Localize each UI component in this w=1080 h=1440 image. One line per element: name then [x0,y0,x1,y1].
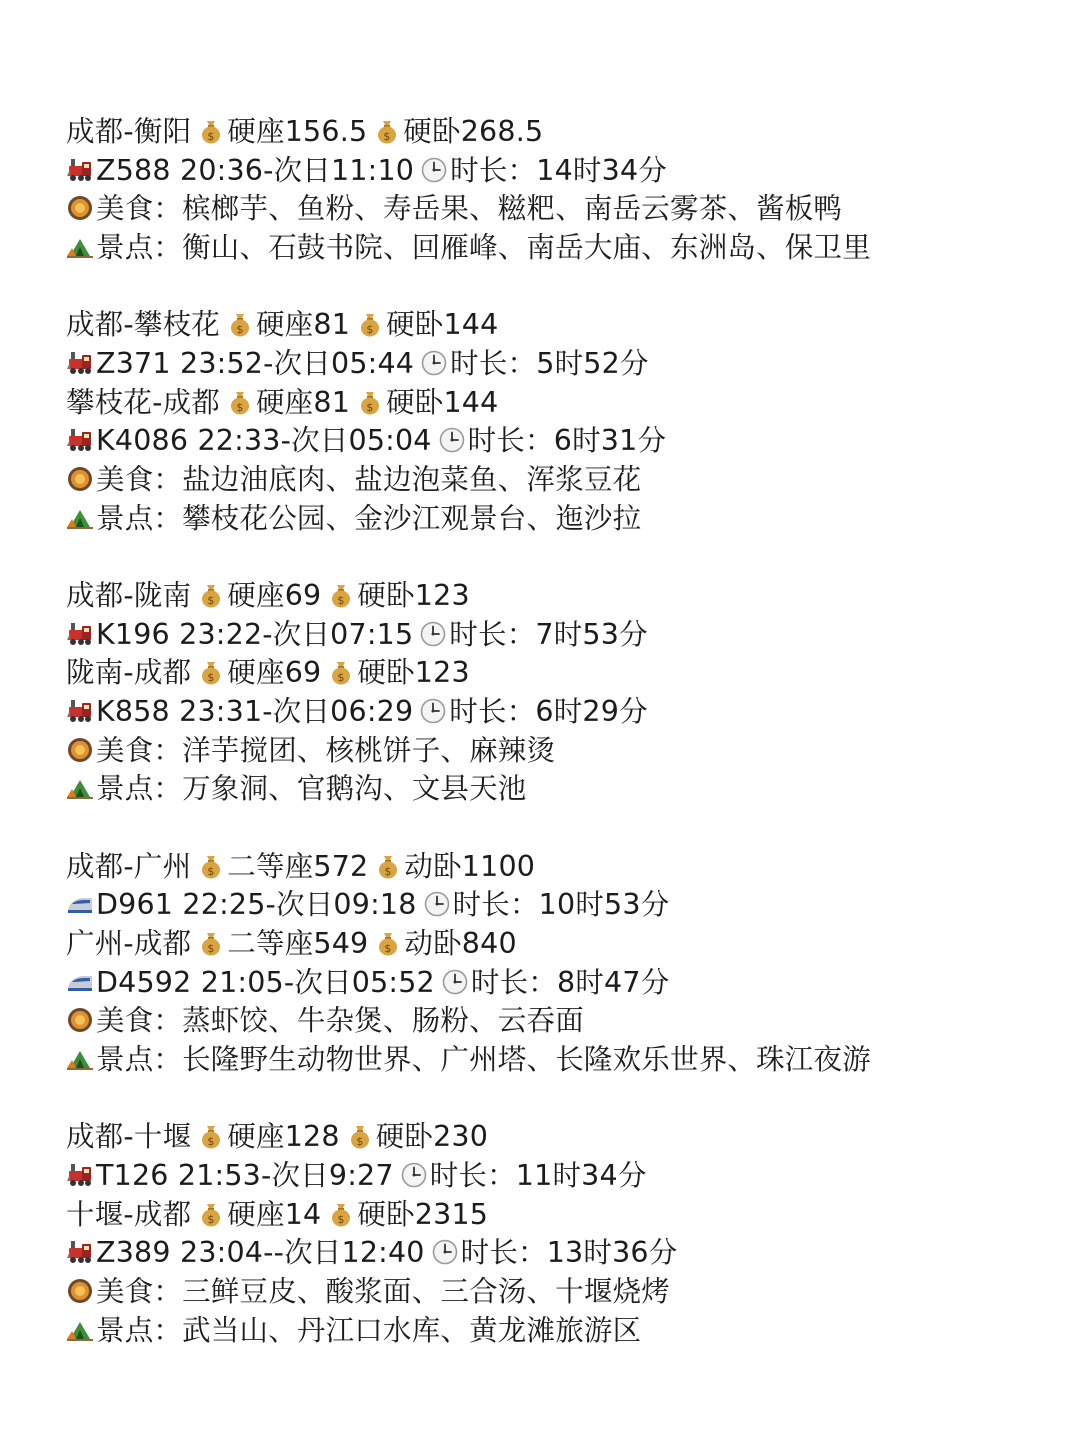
train-schedule-line [66,422,966,461]
trip-duration: 时长：10时53分 [452,888,670,922]
route-price-line [66,654,966,693]
train-icon [66,156,94,184]
travel-guide [66,113,966,1389]
route-price-line [66,113,966,152]
seat-price: 二等座549 [227,926,369,960]
svg-text:$: $ [384,864,393,878]
food-list: 美食：槟榔芋、鱼粉、寿岳果、糍粑、南岳云雾茶、酱板鸭 [96,192,843,226]
train-icon [66,620,94,648]
food-list: 美食：三鲜豆皮、酸浆面、三合汤、十堰烧烤 [96,1274,671,1308]
train-icon [66,426,94,454]
svg-text:$: $ [236,400,244,414]
sights-list: 景点：长隆野生动物世界、广州塔、长隆欢乐世界、珠江夜游 [96,1042,871,1076]
trip-duration: 时长：11时34分 [429,1158,647,1192]
svg-text:$: $ [366,323,374,337]
route-name: 广州-成都 [66,926,192,960]
svg-text:$: $ [207,130,215,143]
food-icon [66,194,94,222]
svg-text:$: $ [207,1212,215,1226]
svg-text:$: $ [337,1212,345,1226]
seat-price: 硬座69 [227,578,322,612]
route-price-line [66,925,966,964]
bullet-train-icon [66,890,94,918]
train-icon [66,697,94,725]
seat-price: 硬座69 [227,656,322,690]
money-bag-icon [226,310,254,338]
train-schedule-line [66,964,966,1003]
sleeper-price: 动卧1100 [404,849,536,883]
route-name: 陇南-成都 [66,656,192,690]
tent-icon [66,233,94,261]
svg-text:$: $ [207,941,215,955]
svg-text:$: $ [383,130,391,143]
clock-icon [438,426,466,454]
sleeper-price: 硬卧144 [386,308,499,342]
route-price-line [66,306,966,345]
tent-icon [66,774,94,802]
train-schedule: K196 23:22-次日07:15 [96,617,414,651]
route-price-line [66,384,966,423]
svg-text:$: $ [207,593,215,607]
clock-icon [419,697,447,725]
train-schedule: K4086 22:33-次日05:04 [96,424,432,458]
clock-icon [423,890,451,918]
route-name: 攀枝花-成都 [66,385,220,419]
train-icon [66,1238,94,1266]
clock-icon [400,1161,428,1189]
sights-list: 景点：衡山、石鼓书院、回雁峰、南岳大庙、东洲岛、保卫里 [96,231,871,265]
food-icon [66,1277,94,1305]
money-bag-icon [327,658,355,686]
money-bag-icon [373,117,401,145]
svg-text:$: $ [366,400,374,414]
money-bag-icon [226,388,254,416]
sleeper-price: 硬卧123 [357,656,470,690]
seat-price: 硬座128 [227,1120,340,1154]
destination-section [66,1118,966,1350]
train-schedule: T126 21:53-次日9:27 [96,1158,394,1192]
food-icon [66,736,94,764]
food-line [66,1002,966,1041]
clock-icon [419,620,447,648]
money-bag-icon [374,929,402,957]
money-bag-icon [197,117,225,145]
route-name: 成都-广州 [66,849,192,883]
trip-duration: 时长：5时52分 [450,346,649,380]
food-icon [66,465,94,493]
train-schedule: Z371 23:52-次日05:44 [96,346,415,380]
sleeper-price: 硬卧123 [357,578,470,612]
train-icon [66,349,94,377]
sights-line [66,1041,966,1080]
svg-text:$: $ [384,941,393,955]
sleeper-price: 硬卧268.5 [403,115,544,148]
money-bag-icon [356,388,384,416]
svg-text:$: $ [356,1135,364,1149]
sleeper-price: 动卧840 [404,926,517,960]
svg-text:$: $ [236,323,244,337]
money-bag-icon [197,929,225,957]
seat-price: 硬座81 [255,385,351,419]
money-bag-icon [346,1122,374,1150]
sleeper-price: 硬卧2315 [357,1197,489,1231]
trip-duration: 时长：8时47分 [470,965,670,999]
food-line [66,732,966,771]
train-schedule-line [66,1234,966,1273]
money-bag-icon [327,581,355,609]
route-price-line [66,1118,966,1157]
clock-icon [420,156,448,184]
svg-text:$: $ [337,593,345,607]
train-schedule-line [66,345,966,384]
svg-text:$: $ [207,1135,215,1149]
destination-section [66,306,966,538]
food-icon [66,1006,94,1034]
train-schedule: Z389 23:04--次日12:40 [96,1236,425,1270]
svg-text:$: $ [337,671,345,685]
tent-icon [66,1045,94,1073]
destination-section [66,848,966,1080]
sights-line [66,770,966,809]
money-bag-icon [356,310,384,338]
seat-price: 硬座81 [255,308,351,342]
money-bag-icon [197,581,225,609]
money-bag-icon [197,1200,225,1228]
trip-duration: 时长：14时34分 [450,153,667,187]
seat-price: 硬座14 [227,1197,322,1231]
money-bag-icon [197,658,225,686]
sights-list: 景点：攀枝花公园、金沙江观景台、迤沙拉 [96,501,642,535]
destination-section [66,577,966,809]
money-bag-icon [327,1200,355,1228]
seat-price: 硬座156.5 [227,115,368,148]
train-schedule-line [66,616,966,655]
route-name: 成都-陇南 [66,578,192,612]
train-icon [66,1161,94,1189]
sights-list: 景点：武当山、丹江口水库、黄龙滩旅游区 [96,1313,642,1347]
food-list: 美食：蒸虾饺、牛杂煲、肠粉、云吞面 [96,1004,584,1038]
food-line [66,1273,966,1312]
trip-duration: 时长：7时53分 [449,617,648,651]
train-schedule: D961 22:25-次日09:18 [96,888,417,922]
sights-line [66,500,966,539]
route-price-line [66,1196,966,1235]
food-list: 美食：洋芋搅团、核桃饼子、麻辣烫 [96,733,556,767]
train-schedule: D4592 21:05-次日05:52 [96,965,435,999]
route-price-line [66,848,966,887]
money-bag-icon [374,852,402,880]
bullet-train-icon [66,968,94,996]
trip-duration: 时长：13时36分 [460,1236,678,1270]
sights-list: 景点：万象洞、官鹅沟、文县天池 [96,772,527,806]
sleeper-price: 硬卧144 [386,385,499,419]
tent-icon [66,504,94,532]
train-schedule-line [66,886,966,925]
route-name: 十堰-成都 [66,1197,192,1231]
sights-line [66,229,966,268]
trip-duration: 时长：6时31分 [467,424,667,458]
route-name: 成都-衡阳 [66,115,192,148]
seat-price: 二等座572 [227,849,369,883]
route-name: 成都-攀枝花 [66,308,220,342]
train-schedule: K858 23:31-次日06:29 [96,694,414,728]
money-bag-icon [197,852,225,880]
clock-icon [441,968,469,996]
money-bag-icon [197,1122,225,1150]
clock-icon [420,349,448,377]
train-schedule-line [66,693,966,732]
clock-icon [431,1238,459,1266]
svg-text:$: $ [207,671,215,685]
trip-duration: 时长：6时29分 [449,694,648,728]
food-line [66,190,966,229]
tent-icon [66,1316,94,1344]
route-name: 成都-十堰 [66,1120,192,1154]
sights-line [66,1312,966,1351]
route-price-line [66,577,966,616]
food-list: 美食：盐边油底肉、盐边泡菜鱼、浑浆豆花 [96,463,642,496]
train-schedule: Z588 20:36-次日11:10 [96,153,415,187]
train-schedule-line [66,1157,966,1196]
food-line [66,461,966,500]
train-schedule-line [66,152,966,191]
sleeper-price: 硬卧230 [375,1120,489,1154]
svg-text:$: $ [207,864,215,878]
destination-section [66,113,966,268]
